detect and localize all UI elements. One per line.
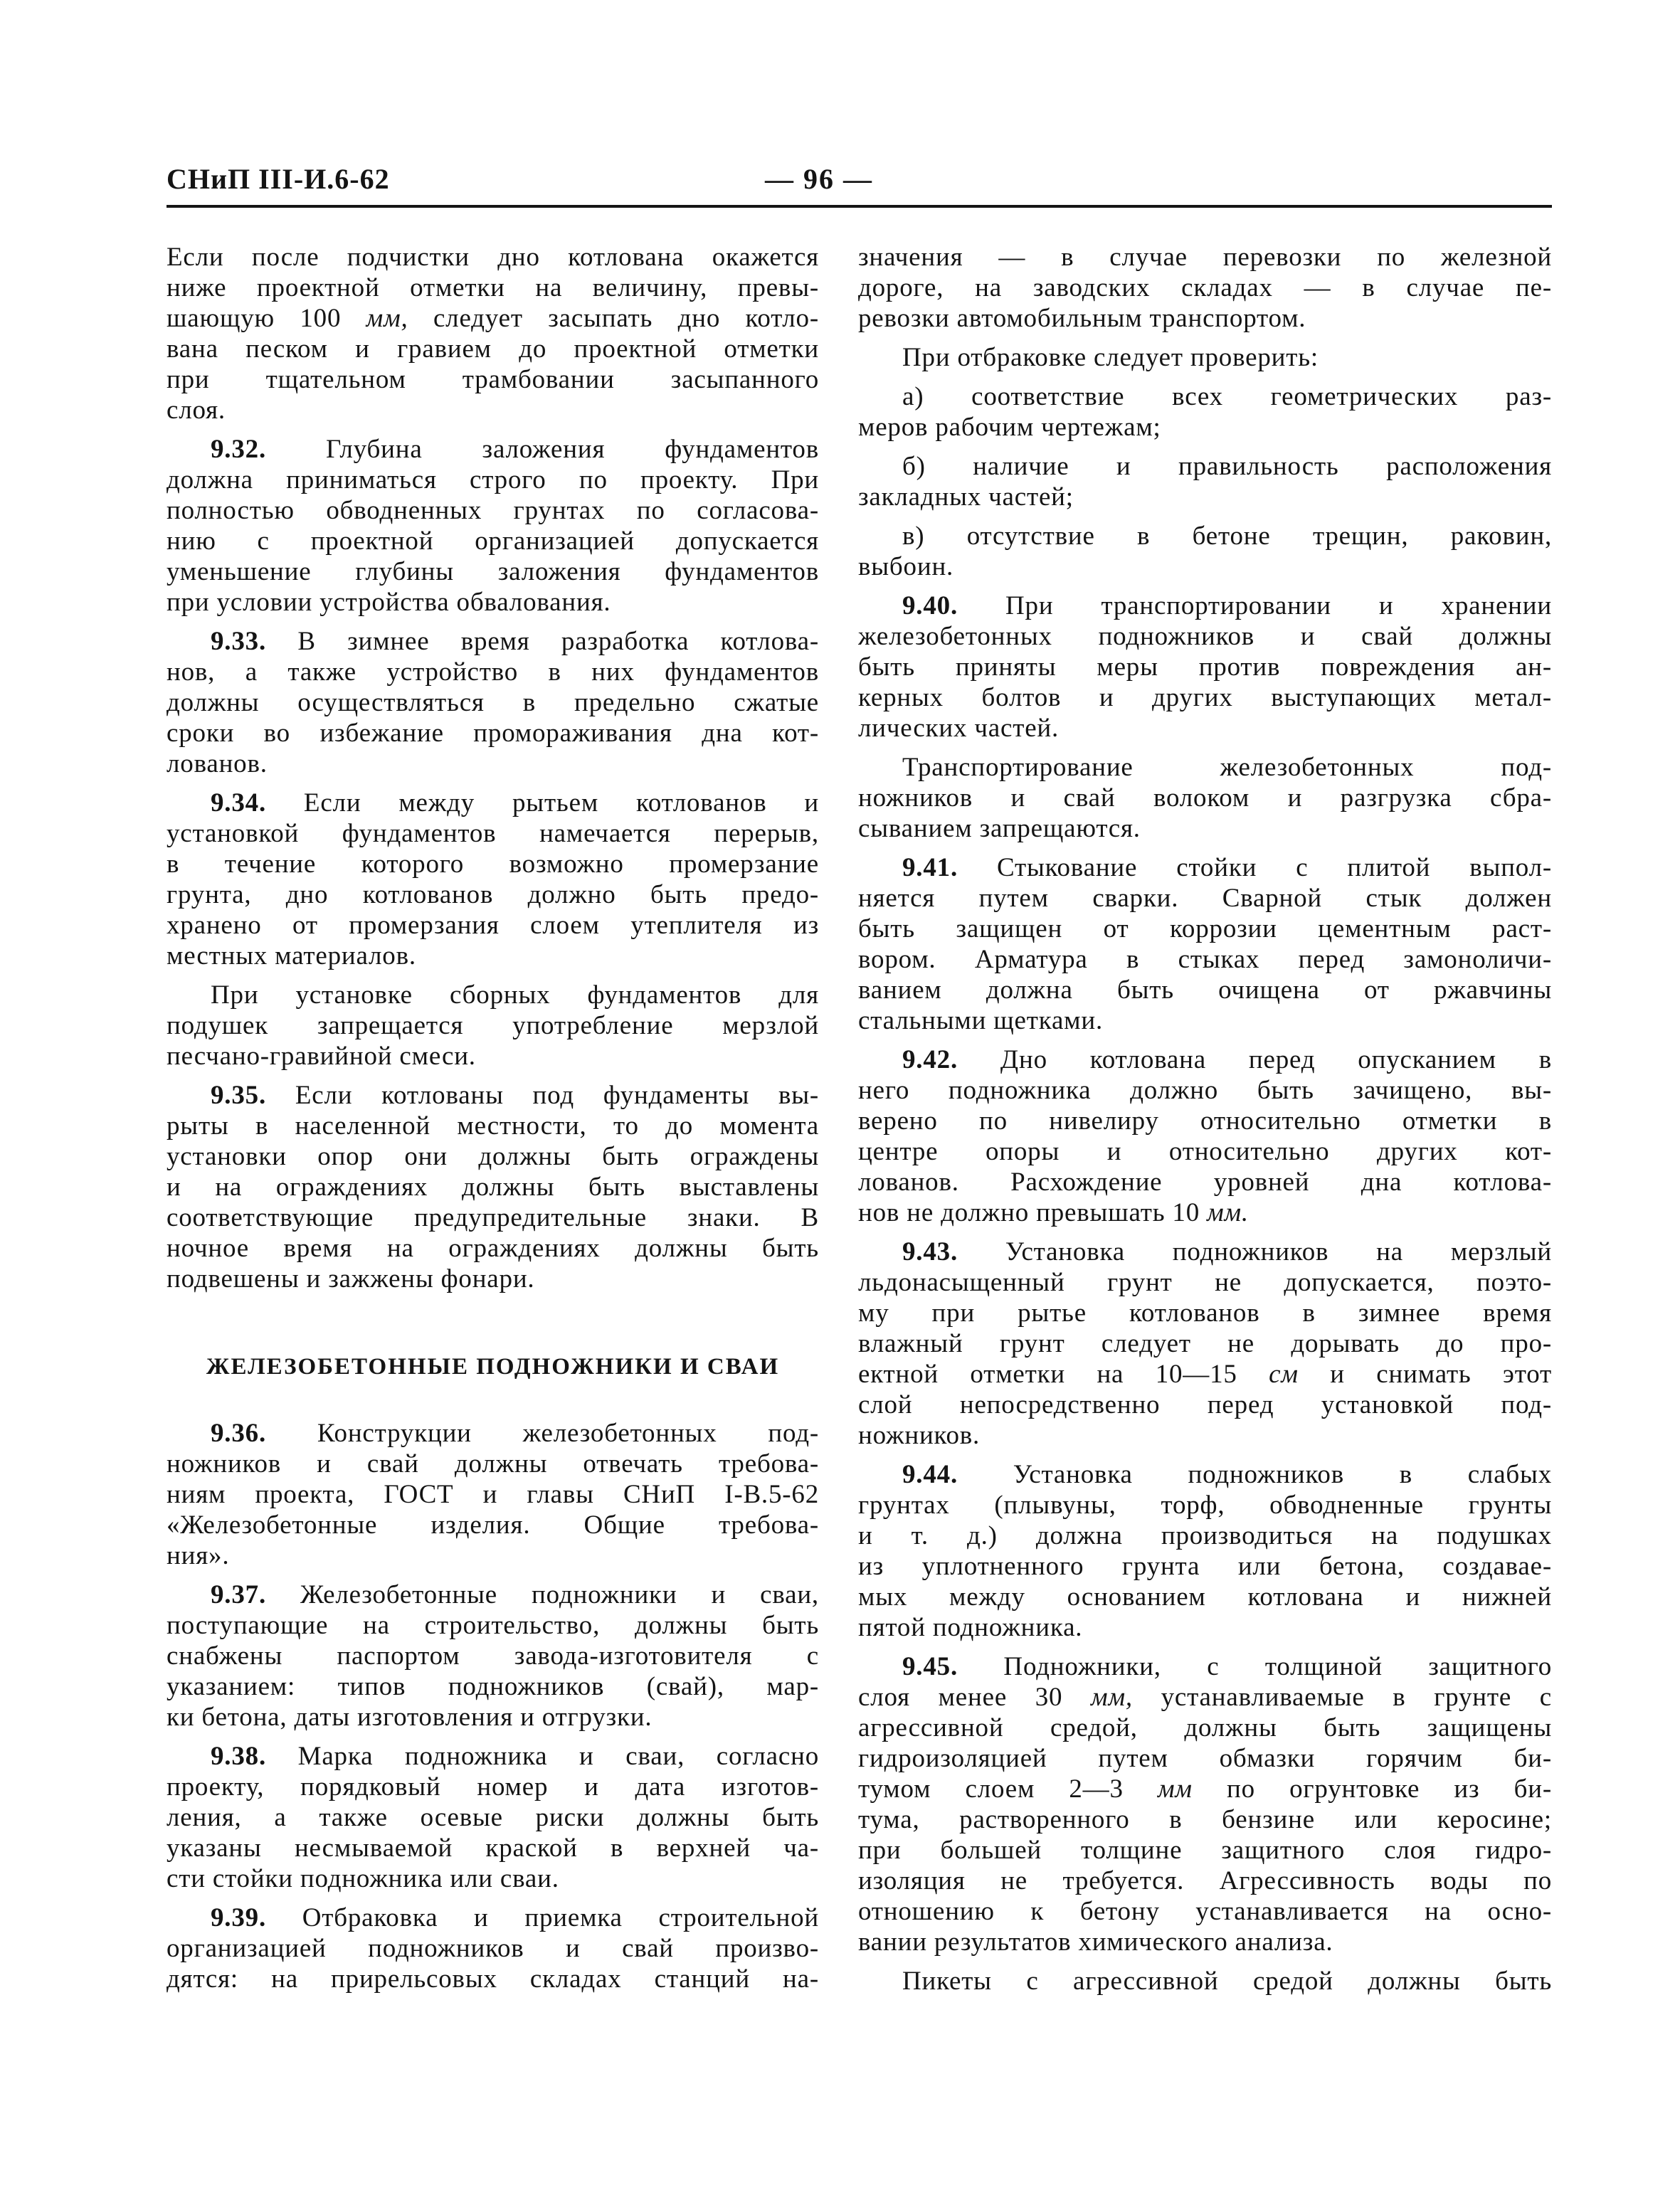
text-line: [858, 852, 1552, 883]
text-line: из уплотненного грунта или бетона, создавае-: [858, 1552, 1552, 1581]
text-line: пятой подножника.: [858, 1613, 1083, 1642]
paragraph-number: 9.34.: [211, 788, 266, 818]
paragraph-number: 9.39.: [211, 1903, 266, 1932]
paragraph: [858, 1237, 1552, 1451]
text-line: [858, 591, 1552, 621]
text-line: льдонасыщенный грунт не допускается, поэто-: [858, 1268, 1552, 1297]
text-run: тумом слоем 2—3: [858, 1774, 1158, 1804]
text-line: верено по нивелиру относительно отметки в: [858, 1106, 1552, 1136]
unit-italic: мм,: [366, 304, 408, 333]
text-line: [858, 1651, 1552, 1682]
text-line: местных материалов.: [167, 941, 416, 970]
text-line: [167, 303, 819, 334]
text-run: Железобетонные подножники и сваи,: [266, 1580, 819, 1609]
header-rule: [167, 205, 1552, 208]
text-line: б) наличие и правильность расположения: [902, 452, 1552, 481]
text-line: при условии устройства обвалования.: [167, 588, 611, 617]
text-line: и т. д.) должна производиться на подушках: [858, 1521, 1552, 1550]
text-run: Если котлованы под фундаменты вы-: [266, 1081, 819, 1110]
text-line: сти стойки подножника или сваи.: [167, 1864, 559, 1893]
paragraph: [858, 381, 1552, 443]
text-line: «Железобетонные изделия. Общие требова-: [167, 1511, 819, 1540]
text-line: указаны несмываемой краской в верхней ча-: [167, 1834, 819, 1863]
text-line: установки опор они должны быть ограждены: [167, 1142, 819, 1171]
text-line: [167, 1580, 819, 1610]
section-heading: ЖЕЛЕЗОБЕТОННЫЕ ПОДНОЖНИКИ И СВАИ: [206, 1354, 780, 1380]
paragraph: [167, 1903, 819, 1994]
text-line: проекту, порядковый номер и дата изготов-: [167, 1772, 819, 1802]
text-line: сроки во избежание промораживания дна кот-: [167, 719, 819, 748]
text-run: Стыкование стойки с плитой выпол-: [958, 853, 1552, 882]
text-line: при тщательном трамбовании засыпанного: [167, 365, 819, 394]
text-line: вана песком и гравием до проектной отметки: [167, 334, 819, 364]
text-line: ки бетона, даты изготовления и отгрузки.: [167, 1703, 653, 1732]
text-line: дятся: на прирельсовых складах станций на-: [167, 1964, 819, 1994]
paragraph: [167, 1741, 819, 1894]
text-run: Установка подножников на мерзлый: [958, 1237, 1552, 1266]
text-line: поступающие на строительство, должны быть: [167, 1611, 819, 1640]
text-line: тума, растворенного в бензине или керосине;: [858, 1805, 1552, 1834]
text-line: ванием должна быть очищена от ржавчины: [858, 975, 1552, 1005]
text-run: по огрунтовке из би-: [1192, 1774, 1552, 1804]
paragraph: [858, 1966, 1552, 1996]
text-line: выбоин.: [858, 552, 954, 581]
text-line: подвешены и зажжены фонари.: [167, 1264, 535, 1293]
text-line: [858, 1197, 1552, 1228]
text-line: ниям проекта, ГОСТ и главы СНиП I-В.5-62: [167, 1480, 819, 1509]
text-line: быть защищен от коррозии цементным раст-: [858, 914, 1552, 943]
text-line: агрессивной средой, должны быть защищены: [858, 1713, 1552, 1742]
text-line: [167, 434, 819, 465]
text-line: уменьшение глубины заложения фундаментов: [167, 557, 819, 586]
paragraph-number: 9.35.: [211, 1081, 266, 1110]
paragraph: [858, 451, 1552, 512]
document-code: СНиП III-И.6-62: [167, 163, 390, 195]
text-run: Конструкции железобетонных под-: [266, 1419, 819, 1448]
text-line: нию с проектной организацией допускается: [167, 527, 819, 556]
text-line: железобетонных подножников и свай должны: [858, 622, 1552, 651]
paragraph-number: 9.44.: [902, 1460, 958, 1489]
text-line: слоя.: [167, 396, 226, 425]
paragraph-number: 9.32.: [211, 435, 266, 464]
text-run: и снимать этот: [1298, 1360, 1552, 1389]
text-line: ления, а также осевые риски должны быть: [167, 1803, 819, 1832]
paragraph: [167, 242, 819, 425]
text-line: [858, 1359, 1552, 1390]
text-line: сыванием запрещаются.: [858, 814, 1141, 843]
text-line: установкой фундаментов намечается перерыв,: [167, 819, 819, 848]
paragraph: [858, 521, 1552, 582]
text-line: указанием: типов подножников (свай), мар-: [167, 1672, 819, 1701]
text-line: изоляция не требуется. Агрессивность воды по: [858, 1866, 1552, 1895]
paragraph: [858, 1044, 1552, 1228]
page-number: — 96 —: [765, 163, 873, 195]
text-line: мых между основанием котлована и нижней: [858, 1582, 1552, 1612]
paragraph-number: 9.43.: [902, 1237, 958, 1266]
text-line: и на ограждениях должны быть выставлены: [167, 1173, 819, 1202]
text-line: [858, 1774, 1552, 1804]
text-line: няется путем сварки. Сварной стык должен: [858, 884, 1552, 913]
text-line: Пикеты с агрессивной средой должны быть: [902, 1967, 1552, 1996]
text-line: [167, 1080, 819, 1111]
text-run: Дно котлована перед опусканием в: [958, 1045, 1552, 1074]
text-run: устанавливаемые в грунте с: [1132, 1683, 1552, 1712]
left-column-top: [167, 242, 819, 1294]
paragraph: [858, 591, 1552, 744]
text-line: ножников.: [858, 1421, 981, 1450]
text-line: гидроизоляцией путем обмазки горячим би-: [858, 1744, 1552, 1773]
text-line: должна приниматься строго по проекту. При: [167, 465, 819, 494]
paragraph-number: 9.36.: [211, 1419, 266, 1448]
text-run: шающую 100: [167, 304, 366, 333]
text-line: Транспортирование железобетонных под-: [902, 753, 1552, 782]
text-line: организацией подножников и свай произво-: [167, 1934, 819, 1963]
text-line: рыты в населенной местности, то до момента: [167, 1111, 819, 1141]
unit-italic: мм,: [1091, 1683, 1133, 1712]
paragraph: [167, 1580, 819, 1732]
unit-italic: мм: [1157, 1774, 1193, 1804]
paragraph-number: 9.41.: [902, 853, 958, 882]
text-line: ния».: [167, 1541, 230, 1570]
paragraph: [858, 752, 1552, 844]
text-line: соответствующие предупредительные знаки. В: [167, 1203, 819, 1232]
text-run: Если между рытьем котлованов и: [266, 788, 819, 818]
text-line: вании результатов химического анализа.: [858, 1927, 1333, 1957]
text-line: подушек запрещается употребление мерзлой: [167, 1011, 819, 1040]
text-line: а) соответствие всех геометрических раз-: [902, 382, 1552, 411]
text-run: Подножники, с толщиной защитного: [958, 1652, 1552, 1681]
text-line: хранено от промерзания слоем утеплителя из: [167, 911, 819, 940]
text-line: лованов. Расхождение уровней дна котлова-: [858, 1168, 1552, 1197]
text-line: нов, а также устройство в них фундаментов: [167, 657, 819, 687]
text-line: [167, 1418, 819, 1449]
text-line: быть приняты меры против повреждения ан-: [858, 652, 1552, 682]
text-line: ножников и свай должны отвечать требова-: [167, 1449, 819, 1478]
text-line: закладных частей;: [858, 482, 1074, 512]
text-run: нов не должно превышать 10: [858, 1198, 1208, 1227]
text-line: дороге, на заводских складах — в случае пе-: [858, 273, 1552, 302]
paragraph: [858, 242, 1552, 334]
text-line: лованов.: [167, 749, 268, 778]
paragraph-number: 9.42.: [902, 1045, 958, 1074]
text-line: слой непосредственно перед установкой под-: [858, 1390, 1552, 1419]
text-line: лических частей.: [858, 714, 1060, 743]
text-line: снабжены паспортом завода-изготовителя с: [167, 1641, 819, 1671]
paragraph: [167, 788, 819, 971]
text-run: следует засыпать дно котло-: [408, 304, 819, 333]
paragraph-number: 9.38.: [211, 1742, 266, 1771]
text-line: ревозки автомобильным транспортом.: [858, 304, 1306, 333]
text-run: При транспортировании и хранении: [958, 591, 1552, 620]
text-line: грунтах (плывуны, торф, обводненные грунты: [858, 1491, 1552, 1520]
text-line: [167, 1741, 819, 1772]
text-line: меров рабочим чертежам;: [858, 413, 1161, 442]
paragraph: [167, 1080, 819, 1294]
text-line: значения — в случае перевозки по железной: [858, 243, 1552, 272]
text-line: [167, 788, 819, 818]
unit-italic: мм.: [1207, 1198, 1249, 1227]
right-column: [858, 242, 1552, 1996]
paragraph-number: 9.33.: [211, 627, 266, 656]
text-line: полностью обводненных грунтах по согласова-: [167, 496, 819, 525]
text-line: [858, 1682, 1552, 1713]
paragraph-number: 9.40.: [902, 591, 958, 620]
text-line: [858, 1044, 1552, 1075]
text-line: него подножника должно быть зачищено, вы-: [858, 1076, 1552, 1105]
text-line: песчано-гравийной смеси.: [167, 1042, 476, 1071]
unit-italic: см: [1269, 1360, 1299, 1389]
text-line: Если после подчистки дно котлована окажется: [167, 243, 819, 272]
text-line: в) отсутствие в бетоне трещин, раковин,: [902, 522, 1552, 551]
text-line: му при рытье котлованов в зимнее время: [858, 1298, 1552, 1328]
text-line: влажный грунт следует не дорывать до про-: [858, 1329, 1552, 1358]
paragraph: [167, 1418, 819, 1571]
text-line: [858, 1459, 1552, 1490]
text-line: При установке сборных фундаментов для: [211, 980, 819, 1010]
text-line: при большей толщине защитного слоя гидро-: [858, 1836, 1552, 1865]
text-run: Отбраковка и приемка строительной: [266, 1903, 819, 1932]
text-run: слоя менее 30: [858, 1683, 1092, 1712]
paragraph-number: 9.37.: [211, 1580, 266, 1609]
paragraph: [858, 1459, 1552, 1643]
text-line: [858, 1237, 1552, 1267]
text-run: Установка подножников в слабых: [958, 1460, 1552, 1489]
text-line: При отбраковке следует проверить:: [902, 343, 1319, 372]
paragraph: [167, 626, 819, 779]
paragraph: [858, 1651, 1552, 1957]
paragraph: [858, 852, 1552, 1036]
text-line: отношению к бетону устанавливается на осно-: [858, 1897, 1552, 1926]
text-line: стальными щетками.: [858, 1006, 1104, 1035]
text-line: [167, 626, 819, 657]
text-line: должны осуществляться в предельно сжатые: [167, 688, 819, 717]
text-line: керных болтов и других выступающих метал-: [858, 683, 1552, 712]
text-line: ножников и свай волоком и разгрузка сбра-: [858, 783, 1552, 813]
text-run: ектной отметки на 10—15: [858, 1360, 1269, 1389]
paragraph-number: 9.45.: [902, 1652, 958, 1681]
text-line: [167, 1903, 819, 1933]
paragraph: [858, 342, 1552, 373]
text-line: центре опоры и относительно других кот-: [858, 1137, 1552, 1166]
text-run: Марка подножника и сваи, согласно: [266, 1742, 819, 1771]
text-line: вором. Арматура в стыках перед замоноличи-: [858, 945, 1552, 974]
text-run: Глубина заложения фундаментов: [266, 435, 819, 464]
text-line: грунта, дно котлованов должно быть предо-: [167, 880, 819, 909]
text-run: В зимнее время разработка котлова-: [266, 627, 819, 656]
text-line: ночное время на ограждениях должны быть: [167, 1234, 819, 1263]
paragraph: [167, 434, 819, 618]
text-line: в течение которого возможно промерзание: [167, 850, 819, 879]
left-column-bottom: [167, 1418, 819, 1994]
text-line: ниже проектной отметки на величину, превы-: [167, 273, 819, 302]
paragraph: [167, 980, 819, 1072]
